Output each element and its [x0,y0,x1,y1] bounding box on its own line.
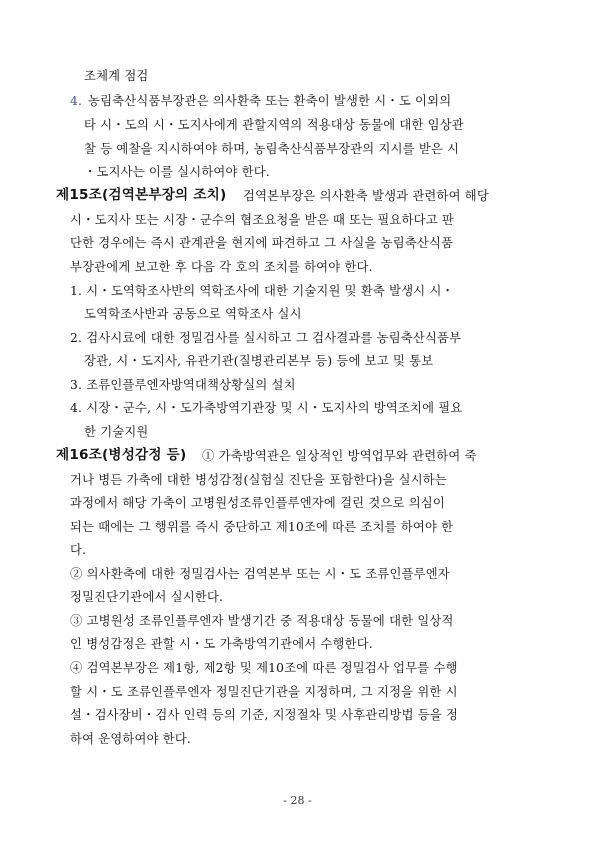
article-16-para-4-line-3: 설・검사장비・검사 인력 등의 기준, 지정절차 및 사후관리방법 등을 정 [70,708,459,722]
article-16-line-2: 거나 병든 가축에 대한 병성감정(실험실 진단을 포함한다)을 실시하는 [70,473,447,487]
article-16-para-3-line-2: 인 병성감정은 관할 시・도 가축방역기관에서 수행한다. [70,637,373,651]
item-4-line-4: ・도지사는 이를 실시하여야 한다. [84,165,270,179]
article-15-item-1-line-2: 도역학조사반과 공동으로 역학조사 실시 [84,307,302,321]
article-15-item-4-line-1: 4. 시장・군수, 시・도가축방역기관장 및 시・도지사의 방역조치에 필요 [70,401,463,415]
article-16-line-4: 되는 때에는 그 행위를 즉시 중단하고 제10조에 따른 조치를 하여야 한 [70,520,454,534]
article-15-item-3: 3. 조류인플루엔자방역대책상황실의 설치 [70,378,296,392]
article-16-para-2-line-2: 정밀진단기관에서 실시한다. [70,590,224,604]
article-16-para-4-line-1: ④ 검역본부장은 제1항, 제2항 및 제10조에 따른 정밀검사 업무를 수행 [70,661,458,675]
article-16-line-5: 다. [70,543,87,557]
article-16-heading: 제16조(병성감정 등) [56,447,187,463]
continued-line: 조체계 점검 [84,69,149,83]
article-15-item-1-line-1: 1. 시・도역학조사반의 역학조사에 대한 기술지원 및 환축 발생시 시・ [70,284,455,298]
page-number: - 28 - [283,794,312,807]
article-15-line-3: 단한 경우에는 즉시 관계관을 현지에 파견하고 그 사실을 농림축산식품 [70,236,454,250]
article-16-para-3-line-1: ③ 고병원성 조류인플루엔자 발생기간 중 적용대상 동물에 대한 일상적 [70,614,454,628]
article-15-line-2: 시・도지사 또는 시장・군수의 협조요청을 받은 때 또는 필요하다고 판 [70,213,454,227]
item-4-line-1: 농림축산식품부장관은 의사환축 또는 환축이 발생한 시・도 이외의 [88,94,452,108]
article-16-para-4-line-4: 하여 운영하여야 한다. [70,732,192,746]
article-16-line-1: ① 가축방역관은 일상적인 방역업무와 관련하여 죽 [202,449,477,463]
item-4-line-3: 찰 등 예찰을 지시하여야 하며, 농림축산식품부장관의 지시를 받은 시 [84,142,460,156]
article-16-para-2-line-1: ② 의사환축에 대한 정밀검사는 검역본부 또는 시・도 조류인플루엔자 [70,567,450,581]
article-15-line-4: 부장관에게 보고한 후 다음 각 호의 조치를 하여야 한다. [70,260,373,274]
article-16-para-4-line-2: 할 시・도 조류인플루엔자 정밀진단기관을 지정하며, 그 지정을 위한 시 [70,685,458,699]
item-4-line-2: 타 시・도의 시・도지사에게 관할지역의 적용대상 동물에 대한 임상관 [84,118,464,132]
item-4-number: 4. [70,94,83,108]
article-15-item-2-line-2: 장관, 시・도지사, 유관기관(질병관리본부 등) 등에 보고 및 통보 [84,354,434,368]
article-16-line-3: 과정에서 해당 가축이 고병원성조류인플루엔자에 걸린 것으로 의심이 [70,496,445,510]
article-15-line-1: 검역본부장은 의사환축 발생과 관련하여 해당 [243,189,489,203]
article-15-heading: 제15조(검역본부장의 조치) [56,187,227,203]
article-15-item-2-line-1: 2. 검사시료에 대한 정밀검사를 실시하고 그 검사결과를 농림축산식품부 [70,331,462,345]
article-15-item-4-line-2: 한 기술지원 [84,425,149,439]
